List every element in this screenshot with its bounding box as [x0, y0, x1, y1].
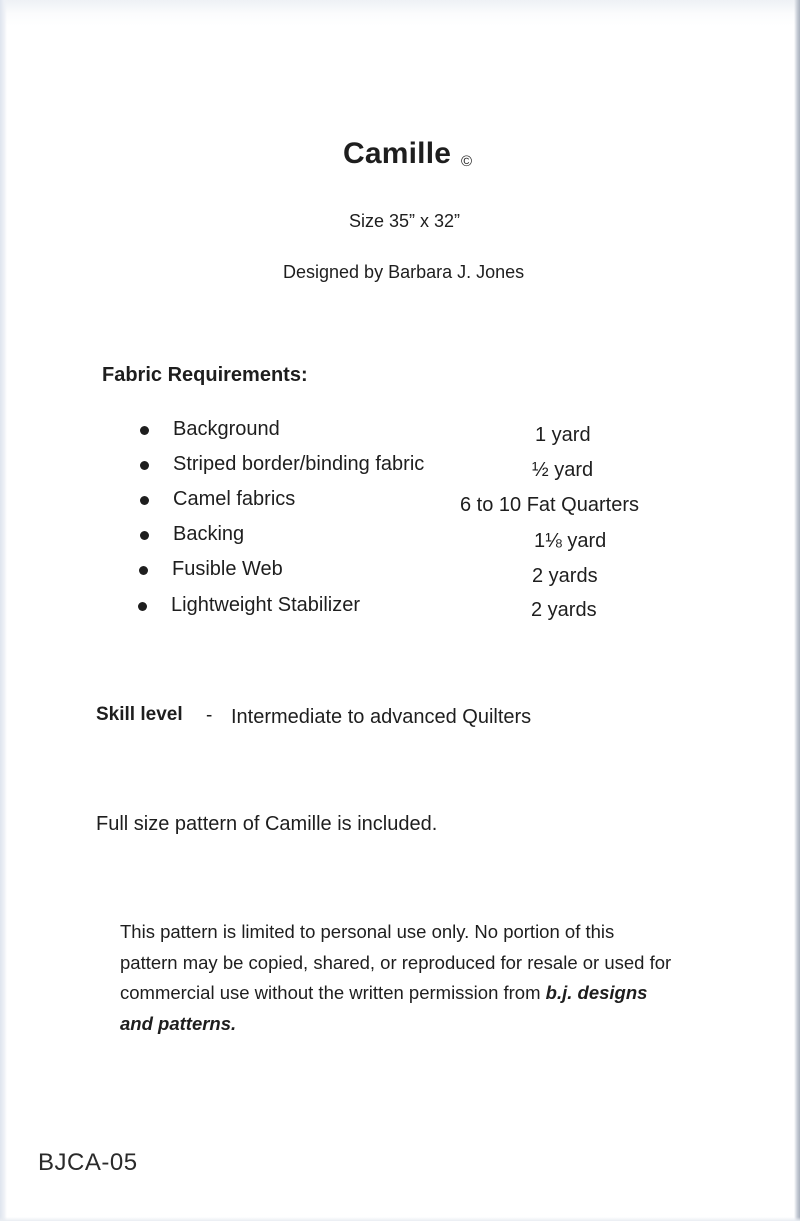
bullet-icon	[138, 602, 147, 611]
company-name: b.j. designs	[545, 982, 648, 1003]
bullet-icon	[140, 426, 149, 435]
pattern-code: BJCA-05	[38, 1149, 138, 1176]
page-bottom-edge	[0, 1217, 800, 1221]
pattern-included-note: Full size pattern of Camille is included.	[96, 813, 438, 835]
notice-line	[120, 1009, 720, 1040]
pattern-title: Camille	[343, 137, 452, 170]
fabric-quantity: ½ yard	[532, 459, 594, 481]
bullet-icon	[140, 461, 149, 470]
notice-text: commercial use without the written permission from	[120, 982, 546, 1003]
fabric-quantity: 1⅛ yard	[534, 530, 607, 552]
company-name-cont: and patterns.	[120, 1012, 237, 1034]
page-right-edge	[794, 0, 800, 1221]
fabric-quantity: 2 yards	[531, 599, 597, 621]
pattern-size: Size 35” x 32”	[349, 211, 461, 231]
fabric-label: Backing	[173, 523, 245, 545]
fabric-label: Striped border/binding fabric	[173, 453, 425, 475]
fabric-label: Camel fabrics	[173, 488, 296, 510]
skill-level-label: Skill level	[96, 704, 183, 725]
bullet-icon	[140, 496, 149, 505]
copyright-icon: ©	[461, 153, 473, 170]
notice-line: This pattern is limited to personal use only. No portion of this	[120, 921, 615, 942]
fabric-quantity: 2 yards	[532, 565, 598, 587]
designer-credit: Designed by Barbara J. Jones	[283, 262, 525, 282]
fabric-quantity: 6 to 10 Fat Quarters	[460, 494, 639, 516]
fabric-label: Fusible Web	[172, 558, 283, 580]
fabric-label: Lightweight Stabilizer	[171, 594, 360, 616]
bullet-icon	[139, 566, 148, 575]
bullet-icon	[140, 531, 149, 540]
usage-notice	[120, 917, 720, 1039]
fabric-requirements-heading: Fabric Requirements:	[102, 364, 308, 386]
skill-level-value: Intermediate to advanced Quilters	[231, 706, 532, 728]
page-left-edge	[0, 0, 7, 1221]
notice-line: pattern may be copied, shared, or reproduced for resale or used for	[120, 951, 672, 973]
fabric-label: Background	[173, 418, 280, 440]
notice-line	[120, 978, 720, 1009]
fabric-quantity: 1 yard	[535, 424, 591, 446]
skill-level-separator: -	[206, 705, 213, 726]
